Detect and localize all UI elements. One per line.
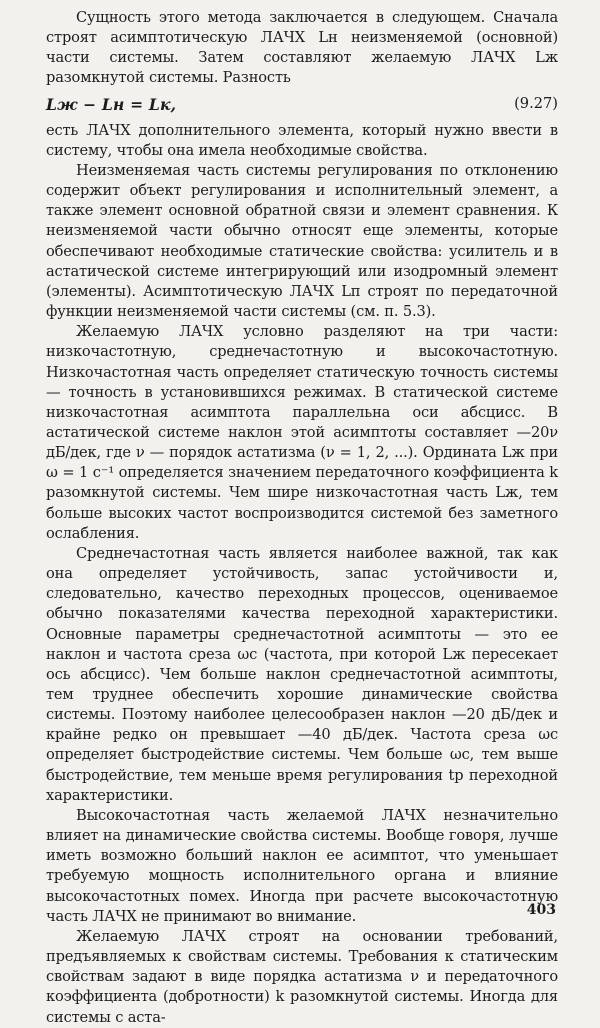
paragraph-6: Высокочастотная часть желаемой ЛАЧХ незначительно влияет на динамические свойства системы. Вообще говоря, лучше иметь возможно больший наклон ее асимптот, что уменьшает требуемую мощность исполнительного органа и влияние высокочастотных помех. Иногда при расчете высокочастотную часть ЛАЧХ не принимают во внимание. <box>46 806 558 925</box>
paragraph-3: Неизменяемая часть системы регулирования по отклонению содержит объект регулирования и исполнительный элемент, а также элемент основной обратной связи и элемент сравнения. К неизменяемой части обычно относят еще элементы, которые обеспечивают необходимые статические свойства: усилитель и в астатической системе интегрирующий или изодромный элемент (элементы). Асимптотическую ЛАЧХ Lп строят по передаточной функции неизменяемой части системы (см. п. 5.3). <box>46 161 558 321</box>
equation-number: (9.27) <box>514 94 558 112</box>
paragraph-7: Желаемую ЛАЧХ строят на основании требований, предъявляемых к свойствам системы. Требования к статическим свойствам задают в виде порядка астатизма ν и передаточного коэффициента (добротности) k разомкнутой системы. Иногда для системы с аста- <box>46 927 558 1026</box>
equation-row <box>46 89 558 121</box>
paragraph-4: Желаемую ЛАЧХ условно разделяют на три части: низкочастотную, среднечастотную и высокочастотную. Низкочастотная часть определяет статическую точность системы — точность в установившихся режимах. В статической системе низкочастотная асимптота параллельна оси абсцисс. В астатической системе наклон этой асимптоты составляет —20ν дБ/дек, где ν — порядок астатизма (ν = 1, 2, ...). Ордината Lж при ω = 1 с⁻¹ определяется значением передаточного коэффициента k разомкнутой системы. Чем шире низкочастотная часть Lж, тем больше высоких частот воспроизводится системой без заметного ослабления. <box>46 323 558 542</box>
paragraph-5: Среднечастотная часть является наиболее важной, так как она определяет устойчивость, запас устойчивости и, следовательно, качество переходных процессов, оцениваемое обычно показателями качества переходной характеристики. Основные параметры среднечастотной асимптоты — это ее наклон и частота среза ωс (частота, при которой Lж пересекает ось абсцисс). Чем больше наклон среднечастотной асимптоты, тем труднее обеспечить хорошие динамические свойства системы. Поэтому наиболее целесообразен наклон —20 дБ/дек и крайне редко он превышает —40 дБ/дек. Частота среза ωс определяет быстродействие системы. Чем больше ωс, тем выше быстродействие, тем меньше время регулирования tр переходной характеристики. <box>46 544 558 804</box>
paragraph-2: есть ЛАЧХ дополнительного элемента, который нужно ввести в систему, чтобы она имела необходимые свойства. <box>46 121 558 159</box>
page-number: 403 <box>526 902 556 918</box>
paragraph-1: Сущность этого метода заключается в следующем. Сначала строят асимптотическую ЛАЧХ Lн неизменяемой (основной) части системы. Затем составляют желаемую ЛАЧХ Lж разомкнутой системы. Разность <box>46 9 558 87</box>
equation-formula: Lж − Lн = Lк, <box>46 94 177 114</box>
